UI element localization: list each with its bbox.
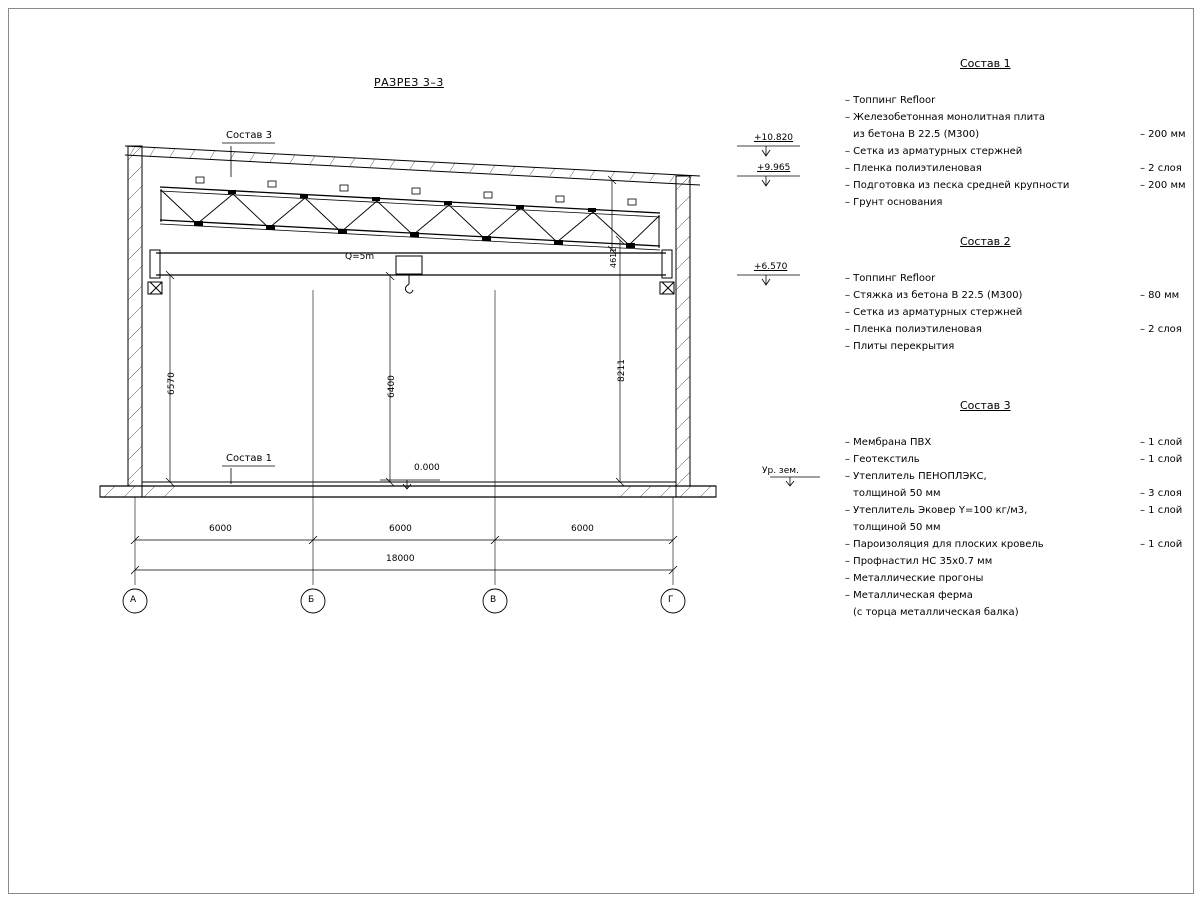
axis-label-a: А (130, 595, 137, 605)
spec-row: – Сетка из арматурных стержней (845, 146, 1023, 157)
spec-row: – Пленка полиэтиленовая – 2 слоя (845, 324, 1182, 335)
vertical-dim-4611: 4611 (609, 247, 618, 268)
label-ground-level: Ур. зем. (762, 466, 799, 476)
spec-row: – Пленка полиэтиленовая – 2 слоя (845, 163, 1182, 174)
label-sostav-3: Состав 3 (226, 130, 272, 141)
vertical-dim-8211: 8211 (617, 359, 627, 382)
span-dim-1: 6000 (209, 524, 232, 534)
spec-row: – Утеплитель ПЕНОПЛЭКС, толщиной 50 мм – 3 слоя (845, 471, 1182, 499)
spec-2-title: Состав 2 (960, 235, 1011, 248)
label-crane-load: Q=5m (345, 252, 375, 262)
spec-row: – Топпинг Refloor (845, 95, 936, 106)
span-dim-3: 6000 (571, 524, 594, 534)
spec-row: – Мембрана ПВХ – 1 слой (845, 437, 1183, 448)
axis-label-b: Б (308, 595, 315, 605)
spec-3-title: Состав 3 (960, 399, 1011, 412)
label-zero-level: 0.000 (414, 463, 440, 473)
spec-row: – Подготовка из песка средней крупности – 200 мм (845, 180, 1186, 191)
spec-row: – Профнастил НС 35х0.7 мм (845, 556, 993, 567)
spec-row: – Грунт основания (845, 197, 943, 208)
spec-row: – Стяжка из бетона В 22.5 (М300) – 80 мм (845, 290, 1180, 301)
span-dim-2: 6000 (389, 524, 412, 534)
axis-label-g: Г (668, 595, 674, 605)
spec-1-title: Состав 1 (960, 57, 1011, 70)
spec-row: – Железобетонная монолитная плита из бетона В 22.5 (М300) – 200 мм (845, 112, 1186, 140)
spec-row: – Плиты перекрытия (845, 341, 955, 352)
vertical-dim-6570: 6570 (167, 372, 177, 395)
spec-row: – Сетка из арматурных стержней (845, 307, 1023, 318)
spec-row: – Металлическая ферма (с торца металлическая балка) (845, 590, 1019, 618)
label-sostav-1: Состав 1 (226, 453, 272, 464)
spec-row: – Геотекстиль – 1 слой (845, 454, 1183, 465)
spec-row: – Утеплитель Эковер Y=100 кг/м3, толщиной 50 мм – 1 слой (845, 505, 1183, 533)
spec-row: – Металлические прогоны (845, 573, 984, 584)
elevation-mark-1: +10.820 (754, 133, 794, 143)
spec-row: – Пароизоляция для плоских кровель – 1 слой (845, 539, 1183, 550)
axis-label-v: В (490, 595, 497, 605)
spec-row: – Топпинг Refloor (845, 273, 936, 284)
total-dim: 18000 (386, 554, 415, 564)
spec-2-list (845, 270, 1185, 355)
elevation-mark-2: +9.965 (757, 163, 791, 173)
elevation-mark-3: +6.570 (754, 262, 788, 272)
spec-3-list (845, 434, 1185, 621)
vertical-dim-6400: 6400 (387, 375, 397, 398)
spec-1-list (845, 92, 1185, 211)
drawing-title: РАЗРЕЗ 3–3 (374, 76, 444, 89)
